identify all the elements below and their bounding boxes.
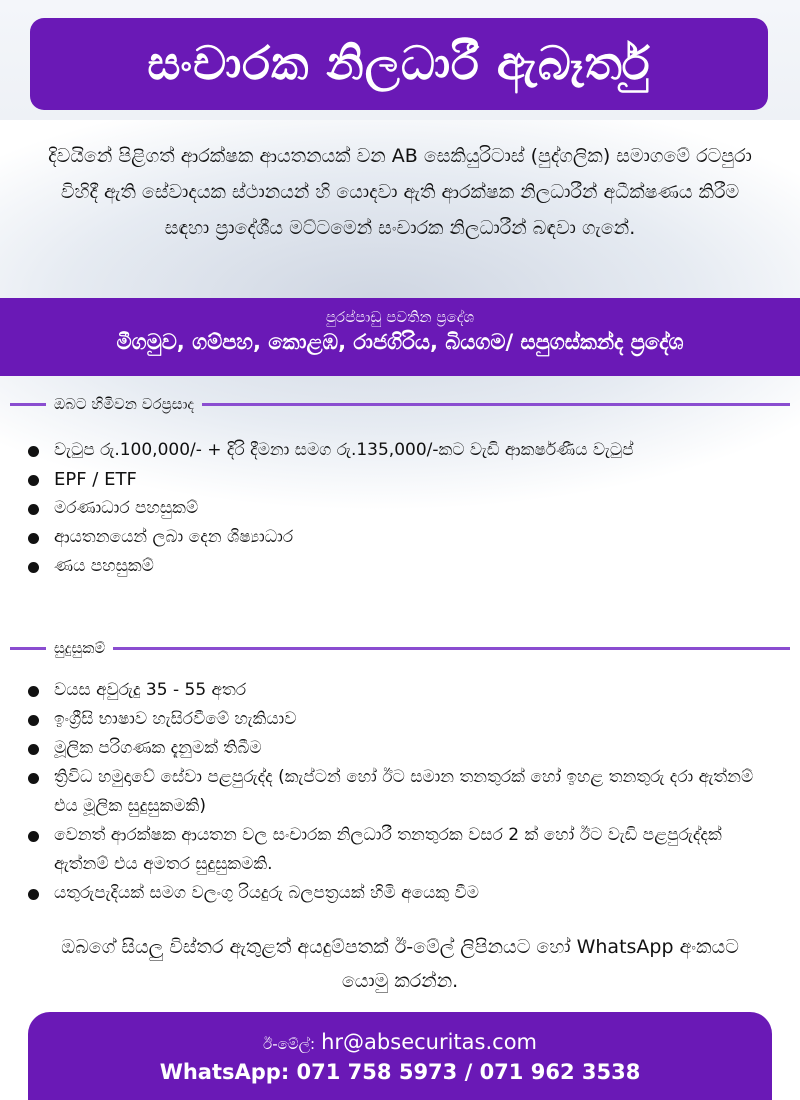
list-item-text: ඉංග්‍රීසි භාෂාව හැසිරවීමේ හැකියාව [54, 709, 297, 729]
bullet-icon [28, 504, 39, 515]
email-label: ඊ-මේල්: [262, 1035, 316, 1053]
whatsapp-numbers[interactable]: WhatsApp: 071 758 5973 / 071 962 3538 [159, 1060, 641, 1084]
list-item [28, 734, 768, 763]
bullet-icon [28, 533, 39, 544]
email-address[interactable]: hr@absecuritas.com [321, 1030, 538, 1054]
list-item-text: යතුරුපැදියක් සමග වලංගු රියදුරු බලපත්‍රයක් හිමි අයෙකු වීම [54, 883, 480, 903]
email-line [28, 1030, 772, 1054]
list-item-text: වැටුප රු.100,000/- + දිරි දීමනා සමග රු.135,000/-කට වැඩි ආකර්ෂණීය වැටුප් [54, 440, 634, 460]
list-item [28, 523, 768, 552]
bullet-icon [28, 562, 39, 573]
application-instructions: ඔබගේ සියලු විස්තර ඇතුළත් අයදුම්පතක් ඊ-මේල් ලිපිනයට හෝ WhatsApp අංකයට යොමු කරන්න. [61, 936, 739, 992]
vacancy-areas-banner [0, 298, 800, 376]
list-item [28, 676, 768, 705]
bullet-icon [28, 831, 39, 842]
list-item-text: මරණාධාර පහසුකම් [54, 498, 199, 518]
bullet-icon [28, 686, 39, 697]
list-item-text: ත්‍රිවිධ හමුදාවේ සේවා පළපුරුද්ද (කැප්ටන් හෝ ඊට සමාන තනතුරක් හෝ ඉහළ තනතුරු දරා ඇත්නම් එය මූලික සුදුසුකමකි) [54, 767, 754, 816]
qualifications-heading [10, 636, 790, 660]
list-item-text: ආයතනයෙන් ලබා දෙන ශිෂ්‍යාධාර [54, 527, 294, 547]
bullet-icon [28, 773, 39, 784]
benefits-heading [10, 392, 790, 416]
intro-paragraph: දිවයිනේ පිළිගත් ආරක්ෂක ආයතනයක් වන AB සෙකියුරිටාස් (පුද්ගලික) සමාගමේ රටපුරා විහිදී ඇති සේවාදයක ස්ථානයන් හි යොදවා ඇති ආරක්ෂක නිලධාරීන් අධීක්ෂණය කිරීම සඳහා ප්‍රාදේශීය මට්ටමෙන් සංචාරක නිලධාරීන් බඳවා ගැනේ. [48, 145, 752, 239]
bullet-icon [28, 889, 39, 900]
list-item [28, 465, 768, 494]
list-item-text: ණය පහසුකම් [54, 556, 154, 576]
title-banner [30, 18, 768, 110]
list-item-text: වෙනත් ආරක්ෂක ආයතන වල සංචාරක නිලධාරී තනතුරක වසර 2 ක් හෝ ඊට වැඩි පළපුරුද්දක් ඇත්නම් එය අමතර සුදුසුකමකි. [54, 825, 722, 874]
benefits-list [28, 436, 768, 581]
vacancy-areas-list: මීගමුව, ගම්පහ, කොළඹ, රාජගිරිය, බියගම/ සපුගස්කන්ද ප්‍රදේශ [116, 330, 684, 354]
divider [10, 647, 46, 650]
bullet-icon [28, 744, 39, 755]
divider [113, 647, 790, 650]
qualifications-heading-label: සුදුසුකම් [54, 639, 106, 657]
list-item-text: වයස අවුරුදු 35 - 55 අතර [54, 680, 247, 700]
vacancy-areas-label: පුරප්පාඩු පවතින ප්‍රදේශ [325, 308, 475, 326]
list-item [28, 821, 768, 879]
list-item [28, 436, 768, 465]
list-item [28, 552, 768, 581]
page-title: සංචාරක නිලධාරී ඇබෑර්තු [147, 36, 651, 90]
list-item [28, 763, 768, 821]
divider [202, 403, 790, 406]
bullet-icon [28, 715, 39, 726]
bullet-icon [28, 446, 39, 457]
list-item-text: මූලික පරිගණක දැනුමක් තිබීම [54, 738, 262, 758]
list-item [28, 705, 768, 734]
divider [10, 403, 46, 406]
contact-footer [28, 1012, 772, 1100]
list-item [28, 879, 768, 908]
list-item [28, 494, 768, 523]
list-item-text: EPF / ETF [54, 469, 137, 490]
benefits-heading-label: ඔබට හිමිවන වරප්‍රසාද [54, 395, 195, 413]
qualifications-list [28, 676, 768, 908]
bullet-icon [28, 475, 39, 486]
